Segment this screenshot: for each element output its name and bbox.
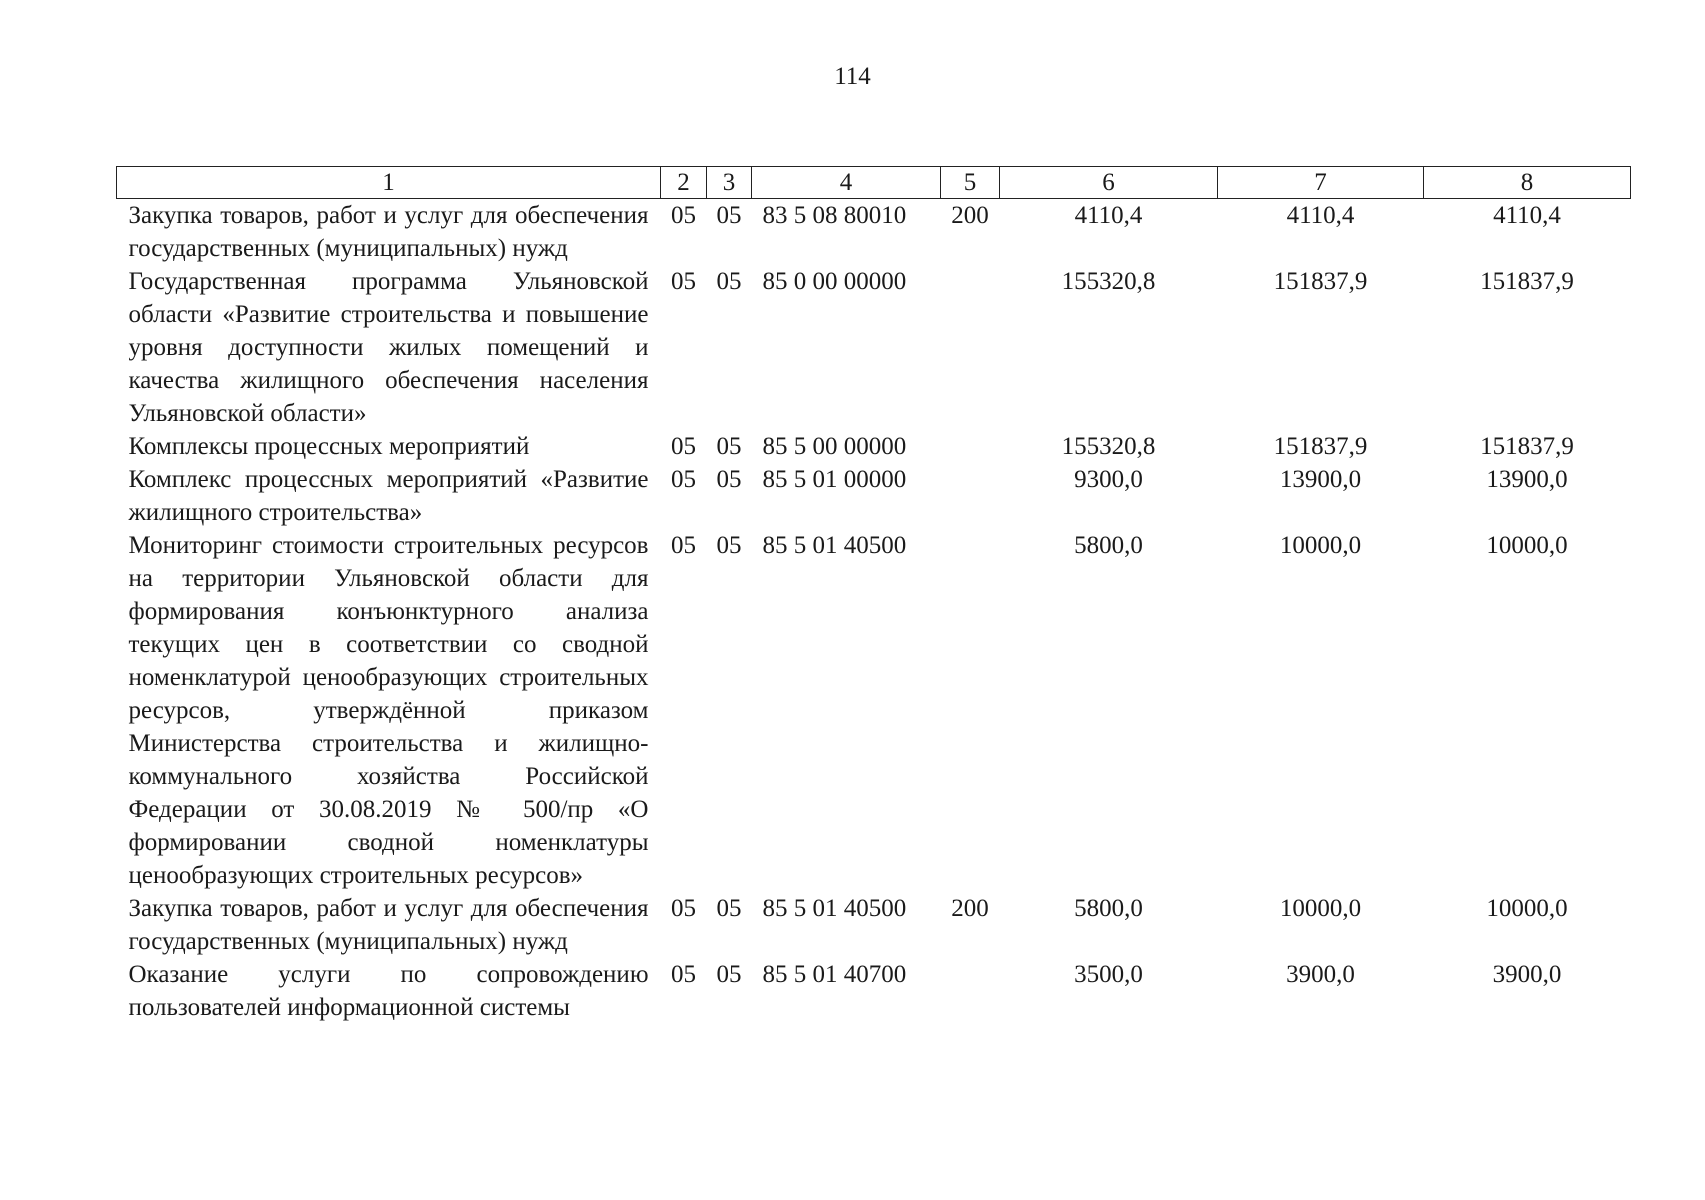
row-value-3: 4110,4 (1493, 202, 1561, 229)
row-target-article: 85 5 01 40500 (762, 895, 907, 922)
row-section: 05 (671, 961, 696, 988)
row-value-1: 155320,8 (1061, 433, 1156, 460)
budget-table (116, 166, 1631, 1024)
row-value-1: 4110,4 (1074, 202, 1143, 229)
row-target-article: 85 5 01 00000 (762, 466, 907, 493)
row-value-3: 10000,0 (1486, 895, 1568, 922)
row-name: Мониторинг стоимости строительных ресурсов на территории Ульяновской области для формирования конъюнктурного анализа текущих цен в соответствии со сводной номенклатурой ценообразующих строительных ресурсов, утверждённой приказом Министерства строительства и жилищно-коммунального хозяйства Российской Федерации от 30.08.2019 № 500/пр «О формировании сводной номенклатуры ценообразующих строительных ресурсов» (128, 532, 649, 889)
row-value-1: 3500,0 (1074, 961, 1143, 988)
row-subsection: 05 (716, 961, 742, 988)
row-value-2: 151837,9 (1273, 268, 1368, 295)
row-name: Комплексы процессных мероприятий (128, 433, 530, 460)
row-target-article: 83 5 08 80010 (762, 202, 907, 229)
row-expense-type (941, 430, 1000, 463)
row-value-3: 151837,9 (1480, 433, 1574, 460)
table-row (117, 892, 1631, 958)
row-expense-type (941, 958, 1000, 1024)
row-expense-type (941, 463, 1000, 529)
row-name: Закупка товаров, работ и услуг для обеспечения государственных (муниципальных) нужд (128, 202, 649, 262)
row-value-2: 10000,0 (1279, 532, 1362, 559)
row-expense-type: 200 (951, 202, 989, 229)
row-value-2: 13900,0 (1279, 466, 1362, 493)
table-row (117, 958, 1631, 1024)
row-subsection: 05 (716, 895, 742, 922)
row-subsection: 05 (716, 466, 742, 493)
header-col-6: 6 (1000, 167, 1218, 199)
row-value-2: 3900,0 (1286, 961, 1355, 988)
row-section: 05 (671, 202, 696, 229)
table-body (117, 199, 1631, 1025)
row-subsection: 05 (716, 532, 742, 559)
table-row (117, 463, 1631, 529)
row-value-1: 5800,0 (1074, 895, 1143, 922)
row-name: Закупка товаров, работ и услуг для обеспечения государственных (муниципальных) нужд (128, 895, 649, 955)
row-target-article: 85 5 00 00000 (762, 433, 907, 460)
row-section: 05 (671, 466, 696, 493)
table-header (117, 167, 1631, 199)
row-target-article: 85 5 01 40500 (762, 532, 907, 559)
row-target-article: 85 0 00 00000 (762, 268, 907, 295)
row-name: Оказание услуги по сопровождению пользователей информационной системы (128, 961, 649, 1021)
row-section: 05 (671, 268, 696, 295)
header-col-4: 4 (752, 167, 941, 199)
row-value-2: 10000,0 (1279, 895, 1362, 922)
header-col-8: 8 (1424, 167, 1631, 199)
table-row (117, 529, 1631, 892)
header-col-7: 7 (1218, 167, 1424, 199)
row-target-article: 85 5 01 40700 (762, 961, 907, 988)
header-col-2: 2 (661, 167, 707, 199)
row-expense-type (941, 265, 1000, 430)
header-col-3: 3 (707, 167, 752, 199)
row-value-3: 3900,0 (1492, 961, 1562, 988)
row-value-1: 9300,0 (1074, 466, 1143, 493)
row-subsection: 05 (716, 433, 742, 460)
row-expense-type: 200 (951, 895, 989, 922)
header-col-1: 1 (117, 167, 661, 199)
row-value-1: 155320,8 (1061, 268, 1156, 295)
row-expense-type (941, 529, 1000, 892)
row-value-3: 13900,0 (1486, 466, 1568, 493)
row-value-2: 4110,4 (1286, 202, 1355, 229)
row-value-3: 10000,0 (1486, 532, 1568, 559)
row-section: 05 (671, 532, 696, 559)
row-value-2: 151837,9 (1273, 433, 1368, 460)
table-row (117, 199, 1631, 266)
row-value-1: 5800,0 (1074, 532, 1143, 559)
page-number: 114 (834, 63, 871, 90)
row-section: 05 (671, 433, 696, 460)
row-name: Комплекс процессных мероприятий «Развитие жилищного строительства» (128, 466, 649, 526)
table-row (117, 430, 1631, 463)
header-row (117, 167, 1631, 199)
table-row (117, 265, 1631, 430)
header-col-5: 5 (941, 167, 1000, 199)
row-name: Государственная программа Ульяновской области «Развитие строительства и повышение уровня доступности жилых помещений и качества жилищного обеспечения населения Ульяновской области» (128, 268, 649, 427)
row-subsection: 05 (716, 202, 742, 229)
row-section: 05 (671, 895, 696, 922)
row-subsection: 05 (716, 268, 742, 295)
row-value-3: 151837,9 (1480, 268, 1574, 295)
